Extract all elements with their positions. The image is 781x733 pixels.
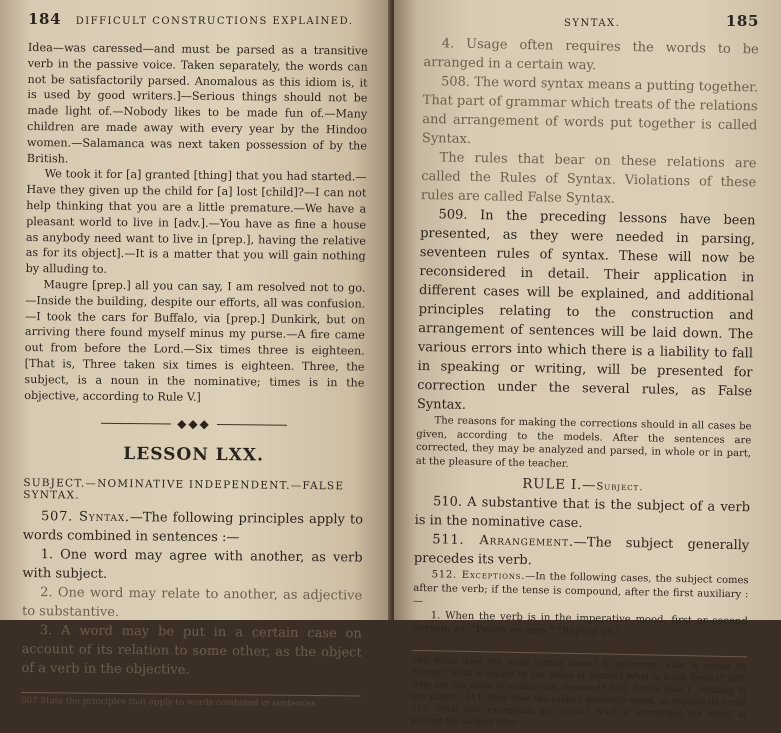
rule-body — [414, 492, 750, 574]
paragraph-512-text: —In the following cases, the subject comes after the verb; if the tense is compound, after the first auxiliary :— — [412, 571, 749, 608]
right-body — [411, 34, 759, 733]
left-paragraph: Maugre [prep.] all you can say, I am resolved not to go.—Inside the building, despite our efforts, all was confusion.—I took the cars for Buffalo, via [prep.] Dunkirk, but on arriving there found myself minus my purse.—A fire came out from before the Lord.—Six times three is eighteen. [That is, Three taken six times is eighteen. Three, the subject, is a noun in the nominative; times is in the objective, according to Rule V.] — [24, 278, 366, 404]
right-running-head — [424, 12, 759, 30]
principle-item: 3. A word may be put in a certain case on account of its relation to some other, as the object of a verb in the objective. — [21, 623, 362, 679]
paragraph-511-text: —The subject generally precedes its verb. — [413, 534, 750, 569]
principles-block — [21, 507, 363, 682]
left-footnote: 507 State the principles that apply to words combined in sentences. — [21, 692, 361, 710]
principle-item: 1. One word may agree with another, as verb with subject. — [22, 547, 363, 583]
left-page-number: 184 — [28, 10, 62, 28]
left-paragraph: Idea—was caressed—and must be parsed as a transitive verb in the passive voice. Taken separately, the words can not be satisfactorily parsed. Anomalous as this idiom is, it is used by good writers.]—Serious things should not be made light of.—Nobody likes to be made fun of.—Many children are made away with every year by the Hindoo women.—Salamanca was next taken possession of by the British. — [26, 40, 368, 166]
left-page — [0, 0, 392, 710]
right-page-number: 185 — [725, 12, 759, 30]
lesson-title: LESSON LXX. — [123, 444, 265, 466]
item-4: 4. Usage often requires the words to be arranged in a certain way. — [423, 36, 759, 74]
left-body — [21, 40, 368, 710]
rule-title-text: RULE I.— — [522, 475, 597, 494]
section-507-text: —The following principles apply to words combined in sentences :— — [22, 510, 364, 546]
left-running-head — [28, 10, 368, 28]
paragraph-512-label: 512. Exceptions. — [431, 569, 526, 583]
right-page — [394, 0, 781, 728]
rule-subject: Subject. — [596, 481, 644, 494]
paragraph-511-label: 511. Arrangement. — [432, 532, 575, 550]
exceptions-block — [412, 568, 748, 642]
right-running-title: SYNTAX. — [564, 18, 621, 29]
right-main-text — [417, 34, 759, 420]
paragraph-508b: The rules that bear on these relations are called the Rules of Syntax. Violations of these rules are called False Syntax. — [420, 150, 757, 207]
paragraph-512-item: 1. When the verb is in the imperative mood, first or second person; as, "Pause we now." "Repent ye." — [412, 609, 748, 638]
paragraph-511 — [414, 530, 750, 574]
paragraph-508: 508. The word syntax means a putting together. That part of grammar which treats of the relations and arrangement of words put together is called Syntax. — [421, 74, 759, 147]
teacher-note: The reasons for making the corrections should in all cases be given, according to the models. After the sentences are corrected, they may be analyzed and parsed, in whole or in part, at the pleasure of the teacher. — [415, 415, 752, 470]
paragraph-509: 509. In the preceding lessons have been presented, as they were needed in parsing, seventeen rules of syntax. These will now be reconsidered in detail. Their application in different cases will be explained, and additional principles relating to the construction and arrangement of sentences will be laid down. The various errors into which there is a liability to fall in speaking or writing, will be presented for correction under the several rules, as False Syntax. — [416, 207, 756, 413]
paragraph-510: 510. A substantive that is the subject of a verb is in the nominative case. — [414, 494, 751, 532]
right-footnote: 508 What does the word syntax mean? In grammar, what is meant by Syntax? What is meant by the Rules of Syntax? What is False Syntax? 509. Why are the rules of syntax now repeated? 510. Recite Rule I., relating to the subject. 511. How does the subject generally stand, as regards its verb? 512. What four exceptions are noted? What is sometimes the effect of placing the subject after — [411, 649, 747, 732]
section-507-label: 507. Syntax. — [40, 509, 130, 526]
paragraph-512 — [413, 568, 749, 615]
teacher-note-block — [416, 414, 752, 474]
principle-item: 2. One word may relate to another, as adjective to substantive. — [21, 585, 363, 621]
section-ornament: ◆◆◆ — [24, 415, 364, 433]
lesson-subtitle: SUBJECT.—NOMINATIVE INDEPENDENT.—FALSE SYNTAX. — [23, 477, 345, 502]
section-507 — [23, 507, 363, 549]
left-paragraph: We took it for [a] granted [thing] that you had started.—Have they given up the child for [a] lost [child]?—I can not help thinking that you are a little premature.—We have a pleasant world to live in [adv.].—You have as fine a house as anybody need want to live in [prep.], having the relative as for its object].—It is a matter that you will gain nothing by alluding to. — [25, 167, 367, 276]
left-running-title: DIFFICULT CONSTRUCTIONS EXPLAINED. — [75, 16, 354, 27]
